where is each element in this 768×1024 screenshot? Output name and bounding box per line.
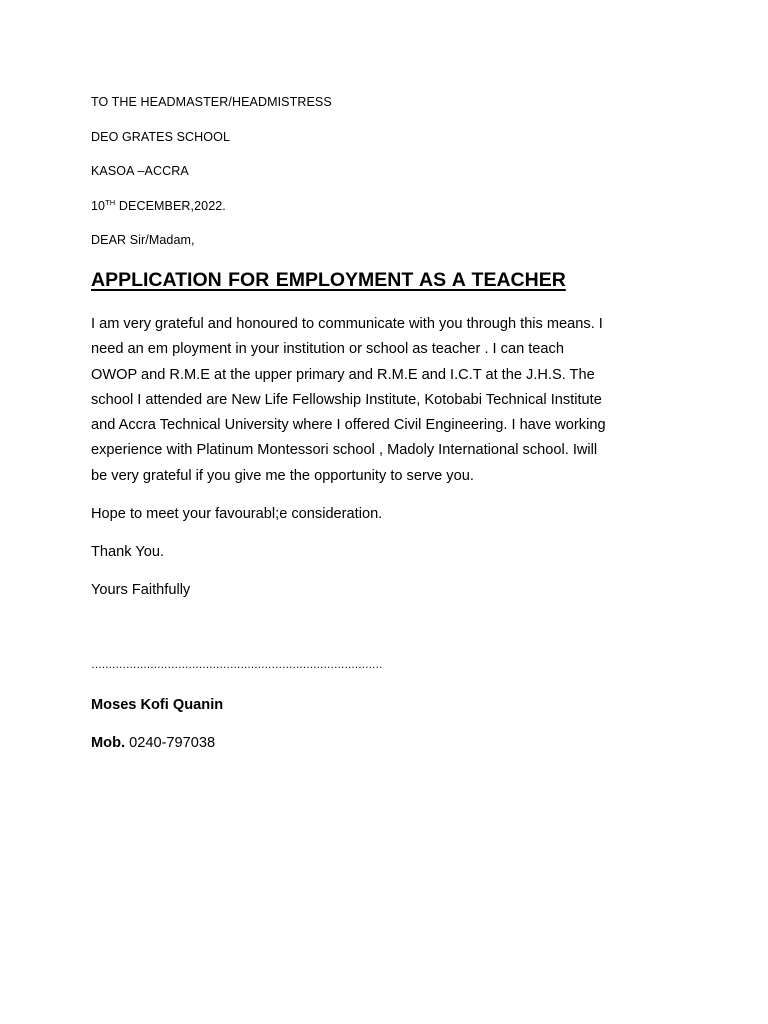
date-day: 10 (91, 199, 106, 213)
location-line: KASOA –ACCRA (91, 164, 189, 178)
paragraph-line: experience with Platinum Montessori school , Madoly International school. Iwill (91, 442, 598, 459)
paragraph-line: OWOP and R.M.E at the upper primary and R.M.E and I.C.T at the J.H.S. The (91, 366, 595, 383)
paragraph-line: I am very grateful and honoured to communicate with you through this means. I (91, 316, 603, 332)
paragraph-line: school I attended are New Life Fellowship Institute, Kotobabi Technical Institute (91, 391, 602, 408)
letter-title: APPLICATION FOR EMPLOYMENT AS A TEACHER (91, 269, 566, 291)
paragraph-line: and Accra Technical University where I offered Civil Engineering. I have working (91, 417, 606, 434)
mobile-line (91, 735, 215, 751)
paragraph-line: need an em ployment in your institution or school as teacher . I can teach (91, 341, 564, 358)
school-line: DEO GRATES SCHOOL (91, 130, 230, 144)
date-line (91, 199, 226, 213)
closing-line: Yours Faithfully (91, 582, 191, 598)
mobile-label: Mob. (91, 735, 126, 751)
signatory-name: Moses Kofi Quanin (91, 697, 224, 713)
signature-dots: ………………………………………………………………………… (91, 659, 383, 671)
thanks-line: Thank You. (91, 544, 165, 560)
salutation-line: DEAR Sir/Madam, (91, 233, 195, 247)
hope-line: Hope to meet your favourabl;e consideration. (91, 506, 383, 522)
body-paragraph (91, 312, 691, 489)
mobile-number: 0240-797038 (125, 735, 216, 751)
date-rest: DECEMBER,2022. (115, 199, 226, 213)
date-suffix: TH (105, 198, 116, 207)
recipient-line: TO THE HEADMASTER/HEADMISTRESS (91, 95, 332, 109)
paragraph-line: be very grateful if you give me the opportunity to serve you. (91, 467, 474, 484)
